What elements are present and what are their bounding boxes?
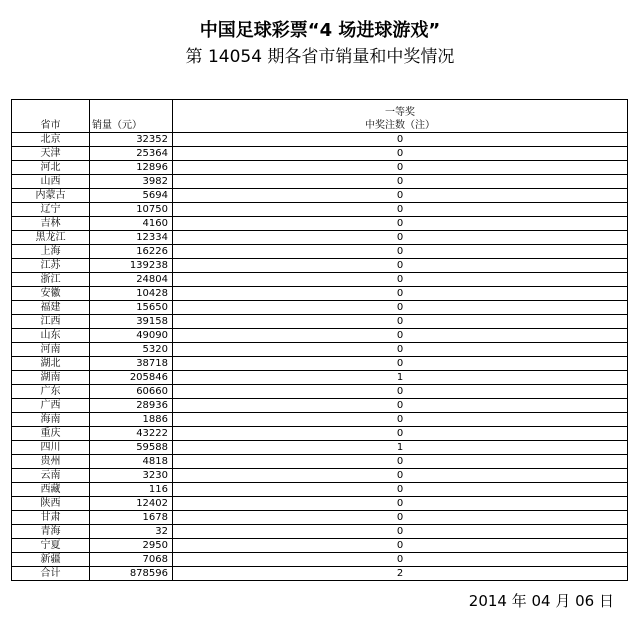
- cell-province: 黑龙江: [12, 231, 90, 245]
- cell-province: 内蒙古: [12, 189, 90, 203]
- cell-sales: 39158: [90, 315, 173, 329]
- cell-province: 贵州: [12, 455, 90, 469]
- table-header-row: [12, 100, 628, 133]
- cell-sales: 2950: [90, 539, 173, 553]
- cell-province: 合计: [12, 567, 90, 581]
- table-total-row: [12, 567, 628, 581]
- cell-sales: 32: [90, 525, 173, 539]
- cell-winners: 0: [173, 217, 628, 231]
- cell-province: 河南: [12, 343, 90, 357]
- cell-winners: 0: [173, 133, 628, 147]
- cell-sales: 5320: [90, 343, 173, 357]
- table-row: [12, 399, 628, 413]
- table-row: [12, 511, 628, 525]
- table-row: [12, 385, 628, 399]
- document-title: 中国足球彩票“4 场进球游戏”: [199, 20, 441, 41]
- cell-sales: 43222: [90, 427, 173, 441]
- cell-sales: 3230: [90, 469, 173, 483]
- cell-sales: 15650: [90, 301, 173, 315]
- cell-sales: 25364: [90, 147, 173, 161]
- table-row: [12, 427, 628, 441]
- cell-sales: 28936: [90, 399, 173, 413]
- cell-winners: 0: [173, 203, 628, 217]
- cell-province: 江苏: [12, 259, 90, 273]
- cell-winners: 0: [173, 273, 628, 287]
- cell-sales: 3982: [90, 175, 173, 189]
- cell-winners: 0: [173, 147, 628, 161]
- table-row: [12, 413, 628, 427]
- cell-province: 宁夏: [12, 539, 90, 553]
- table-row: [12, 287, 628, 301]
- cell-winners: 0: [173, 385, 628, 399]
- cell-province: 广东: [12, 385, 90, 399]
- header-prize-line1: 一等奖: [385, 107, 415, 118]
- table-row: [12, 357, 628, 371]
- table-row: [12, 371, 628, 385]
- cell-winners: 0: [173, 245, 628, 259]
- cell-province: 湖南: [12, 371, 90, 385]
- cell-winners: 0: [173, 553, 628, 567]
- table-row: [12, 301, 628, 315]
- table-row: [12, 231, 628, 245]
- cell-sales: 4160: [90, 217, 173, 231]
- cell-province: 青海: [12, 525, 90, 539]
- cell-winners: 0: [173, 469, 628, 483]
- header-prize-line2: 中奖注数（注）: [365, 120, 435, 131]
- table-row: [12, 245, 628, 259]
- cell-province: 重庆: [12, 427, 90, 441]
- cell-sales: 12402: [90, 497, 173, 511]
- table-row: [12, 315, 628, 329]
- cell-province: 云南: [12, 469, 90, 483]
- table-row: [12, 175, 628, 189]
- cell-winners: 1: [173, 441, 628, 455]
- cell-sales: 5694: [90, 189, 173, 203]
- table-row: [12, 553, 628, 567]
- table-row: [12, 189, 628, 203]
- table-row: [12, 133, 628, 147]
- table-row: [12, 273, 628, 287]
- cell-province: 新疆: [12, 553, 90, 567]
- table-row: [12, 455, 628, 469]
- cell-province: 西藏: [12, 483, 90, 497]
- cell-winners: 0: [173, 161, 628, 175]
- cell-winners: 0: [173, 357, 628, 371]
- table-body: [12, 133, 628, 581]
- table-row: [12, 147, 628, 161]
- cell-province: 山东: [12, 329, 90, 343]
- cell-province: 北京: [12, 133, 90, 147]
- cell-winners: 0: [173, 497, 628, 511]
- cell-province: 安徽: [12, 287, 90, 301]
- table-row: [12, 203, 628, 217]
- header-province: 省市: [12, 100, 90, 133]
- sales-table: [11, 99, 628, 581]
- cell-sales: 116: [90, 483, 173, 497]
- table-row: [12, 497, 628, 511]
- cell-province: 江西: [12, 315, 90, 329]
- cell-winners: 0: [173, 343, 628, 357]
- cell-winners: 0: [173, 189, 628, 203]
- cell-sales: 10750: [90, 203, 173, 217]
- cell-sales: 12896: [90, 161, 173, 175]
- table-row: [12, 329, 628, 343]
- cell-winners: 0: [173, 511, 628, 525]
- table-row: [12, 525, 628, 539]
- cell-sales: 60660: [90, 385, 173, 399]
- cell-winners: 0: [173, 399, 628, 413]
- table-row: [12, 441, 628, 455]
- table-row: [12, 217, 628, 231]
- cell-sales: 59588: [90, 441, 173, 455]
- cell-sales: 1886: [90, 413, 173, 427]
- cell-sales: 10428: [90, 287, 173, 301]
- cell-winners: 0: [173, 315, 628, 329]
- cell-province: 福建: [12, 301, 90, 315]
- table-row: [12, 343, 628, 357]
- cell-province: 上海: [12, 245, 90, 259]
- cell-sales: 24804: [90, 273, 173, 287]
- cell-winners: 1: [173, 371, 628, 385]
- cell-winners: 0: [173, 231, 628, 245]
- cell-winners: 0: [173, 525, 628, 539]
- cell-winners: 0: [173, 427, 628, 441]
- cell-province: 浙江: [12, 273, 90, 287]
- table-row: [12, 539, 628, 553]
- cell-province: 辽宁: [12, 203, 90, 217]
- cell-province: 广西: [12, 399, 90, 413]
- cell-province: 陕西: [12, 497, 90, 511]
- cell-province: 天津: [12, 147, 90, 161]
- cell-winners: 0: [173, 259, 628, 273]
- header-first-prize: [173, 100, 628, 133]
- cell-winners: 0: [173, 287, 628, 301]
- cell-sales: 205846: [90, 371, 173, 385]
- table-row: [12, 259, 628, 273]
- table-row: [12, 161, 628, 175]
- cell-winners: 0: [173, 175, 628, 189]
- cell-province: 甘肃: [12, 511, 90, 525]
- cell-sales: 49090: [90, 329, 173, 343]
- cell-sales: 1678: [90, 511, 173, 525]
- cell-sales: 32352: [90, 133, 173, 147]
- cell-winners: 0: [173, 455, 628, 469]
- cell-sales: 7068: [90, 553, 173, 567]
- cell-sales: 4818: [90, 455, 173, 469]
- cell-province: 湖北: [12, 357, 90, 371]
- header-sales: 销量（元）: [90, 100, 173, 133]
- cell-sales: 38718: [90, 357, 173, 371]
- cell-province: 吉林: [12, 217, 90, 231]
- cell-sales: 878596: [90, 567, 173, 581]
- cell-province: 河北: [12, 161, 90, 175]
- cell-winners: 0: [173, 539, 628, 553]
- report-date: 2014 年 04 月 06 日: [468, 592, 614, 610]
- cell-province: 山西: [12, 175, 90, 189]
- table-row: [12, 483, 628, 497]
- cell-province: 海南: [12, 413, 90, 427]
- cell-sales: 139238: [90, 259, 173, 273]
- cell-winners: 0: [173, 413, 628, 427]
- cell-winners: 2: [173, 567, 628, 581]
- table-row: [12, 469, 628, 483]
- cell-winners: 0: [173, 301, 628, 315]
- cell-sales: 12334: [90, 231, 173, 245]
- cell-winners: 0: [173, 329, 628, 343]
- document-subtitle: 第 14054 期各省市销量和中奖情况: [185, 47, 455, 67]
- cell-winners: 0: [173, 483, 628, 497]
- cell-province: 四川: [12, 441, 90, 455]
- cell-sales: 16226: [90, 245, 173, 259]
